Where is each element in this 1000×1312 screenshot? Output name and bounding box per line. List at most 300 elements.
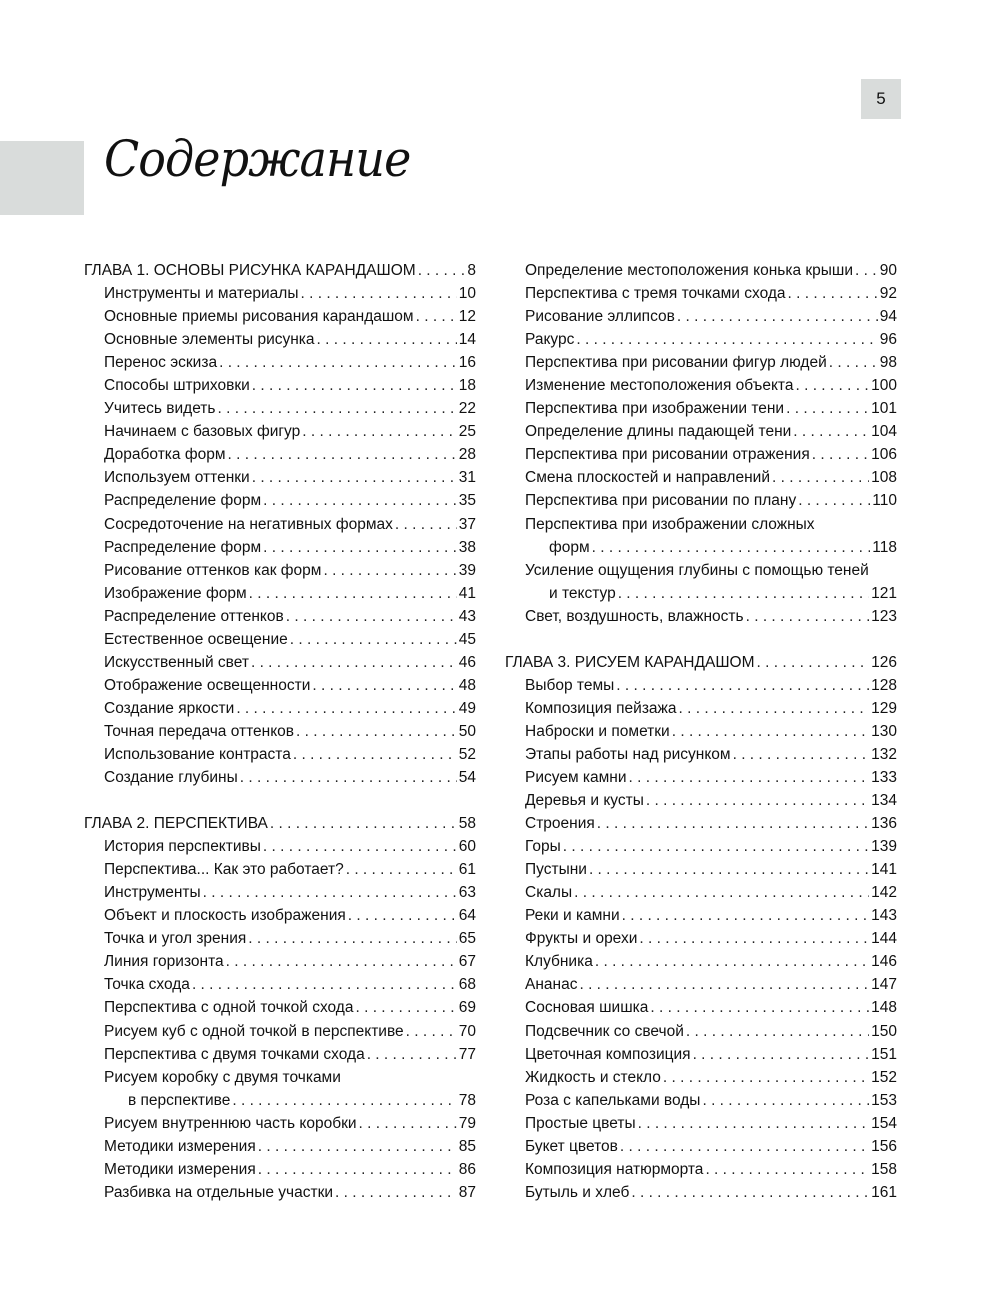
toc-entry[interactable] (505, 466, 897, 489)
toc-entry-title: Определение длины падающей тени (525, 423, 792, 441)
toc-entry-title: Рисуем камни (525, 768, 627, 786)
dot-leader (335, 1181, 457, 1204)
toc-entry[interactable] (505, 904, 897, 927)
toc-entry-title: Разбивка на отдельные участки (104, 1183, 334, 1201)
toc-page-number: 108 (871, 469, 897, 487)
toc-page-number: 64 (458, 907, 476, 925)
toc-entry[interactable] (505, 420, 897, 443)
dot-leader (663, 1066, 869, 1089)
toc-entry[interactable] (84, 835, 476, 858)
toc-entry[interactable] (84, 305, 476, 328)
toc-page-number: 92 (879, 285, 897, 303)
dot-leader (406, 1020, 457, 1043)
toc-entry-title: Перспектива... Как это работает? (104, 861, 344, 879)
toc-entry[interactable] (505, 351, 897, 374)
dot-leader (395, 513, 457, 536)
toc-page-number: 10 (458, 285, 476, 303)
toc-page-number: 143 (871, 907, 897, 925)
dot-leader (579, 973, 869, 996)
toc-entry[interactable] (84, 397, 476, 420)
toc-page-number: 142 (871, 884, 897, 902)
dot-leader (293, 743, 457, 766)
dot-leader (618, 582, 869, 605)
toc-entry-title: Сосредоточение на негативных формах (104, 515, 393, 533)
toc-page-number: 37 (458, 515, 476, 533)
toc-entry-title: ГЛАВА 1. ОСНОВЫ РИСУНКА КАРАНДАШОМ (84, 262, 416, 279)
toc-page-number: 151 (871, 1045, 897, 1063)
toc-entry[interactable] (84, 1135, 476, 1158)
dot-leader (359, 1112, 457, 1135)
toc-entry-title: Основные элементы рисунка (104, 331, 315, 349)
toc-entry[interactable] (505, 674, 897, 697)
toc-entry[interactable] (84, 513, 476, 536)
title-tab-decoration (0, 141, 84, 215)
toc-entry-title: Отображение освещенности (104, 676, 311, 694)
toc-entry-title: Начинаем с базовых фигур (104, 423, 301, 441)
toc-entry-title: Естественное освещение (104, 630, 288, 648)
toc-entry-title: Распределение форм (104, 538, 262, 556)
toc-page-number: 101 (871, 400, 897, 418)
toc-entry-title: Точка и угол зрения (104, 930, 247, 948)
toc-page-number: 8 (467, 262, 476, 279)
toc-page-number: 150 (871, 1022, 897, 1040)
dot-leader (296, 720, 457, 743)
toc-page-number: 148 (871, 999, 897, 1017)
toc-page-number: 98 (879, 354, 897, 372)
dot-leader (757, 651, 870, 674)
dot-leader (251, 651, 457, 674)
toc-entry[interactable] (84, 282, 476, 305)
dot-leader (620, 1135, 869, 1158)
page-title: Содержание (104, 130, 411, 188)
toc-page-number: 28 (458, 446, 476, 464)
dot-leader (746, 605, 870, 628)
toc-section (505, 259, 897, 628)
toc-entry-title: Инструменты (104, 884, 201, 902)
toc-entry-title: Фрукты и орехи (525, 930, 638, 948)
toc-entry[interactable] (84, 443, 476, 466)
toc-page-number: 136 (871, 815, 897, 833)
toc-entry-title: Рисование оттенков как форм (104, 561, 322, 579)
toc-page-number: 60 (458, 838, 476, 856)
toc-entry-title: Методики измерения (104, 1160, 256, 1178)
dot-leader (416, 305, 457, 328)
toc-entry[interactable] (505, 374, 897, 397)
dot-leader (355, 996, 456, 1019)
toc-entry[interactable] (84, 1043, 476, 1066)
toc-entry[interactable] (505, 743, 897, 766)
toc-page-number: 161 (871, 1183, 897, 1201)
dot-leader (240, 766, 457, 789)
toc-entry[interactable] (505, 881, 897, 904)
toc-entry-title: Создание яркости (104, 699, 235, 717)
dot-leader (589, 858, 869, 881)
toc-entry[interactable] (505, 697, 897, 720)
dot-leader (263, 536, 457, 559)
toc-entry-title: Клубника (525, 953, 593, 971)
dot-leader (219, 351, 457, 374)
dot-leader (270, 812, 457, 835)
toc-page-number: 31 (458, 469, 476, 487)
toc-entry[interactable] (505, 1043, 897, 1066)
toc-entry[interactable] (505, 605, 897, 628)
toc-entry-title: Смена плоскостей и направлений (525, 469, 770, 487)
toc-entry[interactable] (84, 1089, 476, 1112)
toc-entry-title: Сосновая шишка (525, 999, 649, 1017)
toc-entry-title: Перспектива с тремя точками схода (525, 285, 786, 303)
toc-page-number: 85 (458, 1137, 476, 1155)
dot-leader (203, 881, 457, 904)
dot-leader (639, 927, 869, 950)
toc-entry[interactable] (84, 697, 476, 720)
toc-page-number: 110 (872, 492, 897, 510)
dot-leader (346, 858, 457, 881)
toc-entry[interactable] (84, 743, 476, 766)
dot-leader (793, 420, 869, 443)
dot-leader (576, 328, 877, 351)
toc-entry[interactable] (84, 766, 476, 789)
dot-leader (798, 489, 870, 512)
toc-page-number: 12 (458, 308, 476, 326)
toc-page-number: 52 (458, 745, 476, 763)
dot-leader (418, 259, 466, 282)
toc-entry[interactable] (505, 973, 897, 996)
toc-entry-title[interactable]: Перспектива при изображении сложных (525, 515, 815, 533)
toc-page-number: 50 (458, 722, 476, 740)
toc-page-number: 67 (458, 953, 476, 971)
dot-leader (248, 927, 456, 950)
dot-leader (679, 697, 870, 720)
toc-entry-title: Перспектива при рисовании фигур людей (525, 354, 827, 372)
toc-page-number: 16 (458, 354, 476, 372)
toc-entry[interactable] (84, 973, 476, 996)
toc-page-number: 69 (458, 999, 476, 1017)
toc-entry-title: Деревья и кусты (525, 792, 644, 810)
toc-entry-title: Жидкость и стекло (525, 1068, 661, 1086)
toc-entry-title: и текстур (549, 584, 616, 602)
toc-page-number: 77 (458, 1045, 476, 1063)
dot-leader (302, 420, 457, 443)
toc-entry-title: Ракурс (525, 331, 575, 349)
toc-entry-title: Перспектива с одной точкой схода (104, 999, 354, 1017)
toc-entry-title: Перспектива с двумя точками схода (104, 1045, 365, 1063)
toc-entry-title: Изменение местоположения объекта (525, 377, 794, 395)
toc-entry[interactable] (505, 996, 897, 1019)
toc-entry-title: Линия горизонта (104, 953, 224, 971)
toc-page-number: 126 (871, 653, 897, 671)
toc-page-number: 152 (871, 1068, 897, 1086)
toc-page-number: 147 (871, 976, 897, 994)
dot-leader (236, 697, 456, 720)
toc-entry-title: Объект и плоскость изображения (104, 907, 346, 925)
dot-leader (258, 1135, 457, 1158)
toc-entry[interactable] (84, 858, 476, 881)
dot-leader (829, 351, 878, 374)
dot-leader (677, 305, 878, 328)
dot-leader (772, 466, 869, 489)
toc-entry-title: Способы штриховки (104, 377, 250, 395)
dot-leader (217, 397, 456, 420)
dot-leader (300, 282, 456, 305)
toc-entry[interactable] (505, 950, 897, 973)
toc-page-number: 86 (458, 1160, 476, 1178)
toc-page-number: 141 (871, 861, 897, 879)
toc-entry[interactable] (84, 420, 476, 443)
toc-entry[interactable] (505, 927, 897, 950)
toc-page-number: 123 (871, 607, 897, 625)
toc-entry-title: История перспективы (104, 838, 261, 856)
dot-leader (650, 996, 869, 1019)
toc-entry-title: Перспектива при изображении тени (525, 400, 785, 418)
dot-leader (597, 812, 869, 835)
dot-leader (323, 559, 456, 582)
toc-entry[interactable] (84, 996, 476, 1019)
toc-entry[interactable] (84, 489, 476, 512)
toc-entry-title: Перенос эскиза (104, 354, 218, 372)
toc-page-number: 118 (872, 538, 897, 556)
dot-leader (788, 282, 878, 305)
toc-section (84, 259, 476, 789)
toc-entry-title: Рисуем куб с одной точкой в перспективе (104, 1022, 404, 1040)
dot-leader (616, 674, 869, 697)
toc-page-number: 104 (871, 423, 897, 441)
dot-leader (812, 443, 869, 466)
toc-entry-title: в перспективе (128, 1091, 231, 1109)
toc-entry[interactable] (505, 259, 897, 282)
toc-entry[interactable] (84, 628, 476, 651)
toc-page-number: 121 (871, 584, 897, 602)
toc-entry-title: Роза с капельками воды (525, 1091, 701, 1109)
dot-leader (622, 904, 870, 927)
toc-section (84, 812, 476, 1204)
toc-entry-title[interactable]: Усиление ощущения глубины с помощью теней (525, 561, 869, 579)
toc-entry-title: Букет цветов (525, 1137, 618, 1155)
toc-entry[interactable] (505, 858, 897, 881)
toc-page-number: 45 (458, 630, 476, 648)
toc-entry-title: Методики измерения (104, 1137, 256, 1155)
dot-leader (795, 374, 869, 397)
toc-page-number: 70 (458, 1022, 476, 1040)
toc-entry[interactable] (84, 904, 476, 927)
toc-page-number: 100 (871, 377, 897, 395)
toc-entry[interactable] (505, 305, 897, 328)
toc-page-number: 153 (871, 1091, 897, 1109)
toc-page-number: 63 (458, 884, 476, 902)
toc-right-column (505, 259, 897, 1204)
toc-page-number: 58 (458, 815, 476, 833)
toc-page-number: 14 (458, 331, 476, 349)
toc-entry-title: Композиция натюрморта (525, 1160, 704, 1178)
toc-entry[interactable] (84, 1020, 476, 1043)
toc-entry-title: Распределение форм (104, 492, 262, 510)
dot-leader (228, 443, 457, 466)
toc-page-number: 134 (871, 792, 897, 810)
toc-entry[interactable] (505, 720, 897, 743)
dot-leader (192, 973, 457, 996)
toc-entry-title: Перспектива при рисовании отражения (525, 446, 810, 464)
toc-entry-title: Учитесь видеть (104, 400, 216, 418)
toc-entry[interactable] (505, 1020, 897, 1043)
toc-entry-title: Свет, воздушность, влажность (525, 607, 744, 625)
dot-leader (252, 374, 457, 397)
toc-page-number: 25 (458, 423, 476, 441)
toc-entry-title: Инструменты и материалы (104, 285, 299, 303)
toc-entry-title: Этапы работы над рисунком (525, 745, 731, 763)
toc-entry[interactable] (84, 536, 476, 559)
toc-entry-title: Перспектива при рисовании по плану (525, 492, 797, 510)
toc-page-number: 79 (458, 1114, 476, 1132)
toc-section (505, 651, 897, 1204)
dot-leader (286, 605, 457, 628)
dot-leader (252, 466, 457, 489)
toc-page-number: 96 (879, 331, 897, 349)
dot-leader (312, 674, 456, 697)
toc-entry-title: Рисуем внутреннюю часть коробки (104, 1114, 357, 1132)
toc-entry[interactable] (84, 559, 476, 582)
dot-leader (672, 720, 869, 743)
toc-chapter-heading[interactable] (84, 812, 476, 835)
toc-left-column (84, 259, 476, 1204)
toc-page-number: 38 (458, 538, 476, 556)
toc-entry[interactable] (505, 812, 897, 835)
dot-leader (263, 835, 457, 858)
toc-page-number: 35 (458, 492, 476, 510)
toc-entry[interactable] (505, 443, 897, 466)
toc-page-number: 61 (458, 861, 476, 879)
toc-page-number: 94 (879, 308, 897, 326)
toc-page-number: 46 (458, 653, 476, 671)
toc-entry[interactable] (84, 651, 476, 674)
toc-page-number: 154 (871, 1114, 897, 1132)
toc-entry[interactable] (84, 881, 476, 904)
dot-leader (631, 1181, 869, 1204)
dot-leader (367, 1043, 457, 1066)
toc-entry[interactable] (505, 1135, 897, 1158)
toc-entry[interactable] (505, 766, 897, 789)
toc-entry-title: Простые цветы (525, 1114, 636, 1132)
dot-leader (232, 1089, 456, 1112)
toc-chapter-heading[interactable] (505, 651, 897, 674)
toc-page-number: 39 (458, 561, 476, 579)
toc-entry[interactable] (505, 1158, 897, 1181)
toc-entry-title: Искусственный свет (104, 653, 249, 671)
toc-entry-title: Изображение форм (104, 584, 247, 602)
toc-entry-title: Подсвечник со свечой (525, 1022, 684, 1040)
toc-page-number: 54 (458, 769, 476, 787)
toc-entry[interactable] (84, 674, 476, 697)
page-number: 5 (861, 79, 901, 119)
toc-entry[interactable] (505, 1112, 897, 1135)
toc-entry-title: Определение местоположения конька крыши (525, 262, 854, 279)
toc-page-number: 133 (871, 768, 897, 786)
toc-entry[interactable] (505, 536, 897, 559)
toc-entry[interactable] (84, 927, 476, 950)
toc-page-number: 156 (871, 1137, 897, 1155)
toc-entry[interactable] (84, 351, 476, 374)
toc-entry-title[interactable]: Рисуем коробку с двумя точками (104, 1068, 341, 1086)
toc-entry-title: Использование контраста (104, 745, 291, 763)
toc-entry[interactable] (505, 582, 897, 605)
toc-entry-title: Бутыль и хлеб (525, 1183, 630, 1201)
toc-entry-title: Реки и камни (525, 907, 620, 925)
toc-page-number: 78 (458, 1091, 476, 1109)
toc-entry[interactable] (505, 1066, 897, 1089)
toc-page-number: 158 (871, 1160, 897, 1178)
dot-leader (646, 789, 869, 812)
dot-leader (290, 628, 457, 651)
dot-leader (638, 1112, 870, 1135)
toc-chapter-heading[interactable] (84, 259, 476, 282)
toc-entry-title: Пустыни (525, 861, 587, 879)
toc-entry-title: Доработка форм (104, 446, 226, 464)
dot-leader (595, 950, 869, 973)
toc-entry-title: Точная передача оттенков (104, 722, 295, 740)
toc-entry[interactable] (84, 328, 476, 351)
dot-leader (317, 328, 457, 351)
toc-entry[interactable] (505, 835, 897, 858)
toc-entry-title: Строения (525, 815, 595, 833)
toc-entry-title: Выбор темы (525, 676, 615, 694)
dot-leader (786, 397, 869, 420)
toc-page-number: 65 (458, 930, 476, 948)
toc-entry-title: Композиция пейзажа (525, 699, 677, 717)
dot-leader (693, 1043, 870, 1066)
toc-entry[interactable] (84, 720, 476, 743)
toc-entry[interactable] (505, 1089, 897, 1112)
toc-entry[interactable] (84, 1181, 476, 1204)
toc-entry[interactable] (84, 950, 476, 973)
toc-page-number: 87 (458, 1183, 476, 1201)
toc-entry[interactable] (505, 789, 897, 812)
dot-leader (258, 1158, 457, 1181)
toc-entry[interactable] (84, 1112, 476, 1135)
toc-entry[interactable] (84, 1158, 476, 1181)
toc-page-number: 18 (458, 377, 476, 395)
toc-page-number: 68 (458, 976, 476, 994)
toc-entry[interactable] (505, 328, 897, 351)
toc-page-number: 129 (871, 699, 897, 717)
toc-entry-title: ГЛАВА 2. ПЕРСПЕКТИВА (84, 815, 268, 833)
toc-entry-title: Горы (525, 838, 561, 856)
toc-entry-title: Цветочная композиция (525, 1045, 691, 1063)
toc-page-number: 132 (871, 745, 897, 763)
toc-entry-title: Распределение оттенков (104, 607, 284, 625)
toc-page-number: 41 (458, 584, 476, 602)
dot-leader (563, 835, 869, 858)
toc-entry[interactable] (84, 374, 476, 397)
dot-leader (574, 881, 869, 904)
toc-entry[interactable] (505, 1181, 897, 1204)
toc-entry-title: Создание глубины (104, 769, 238, 787)
toc-page-number: 146 (871, 953, 897, 971)
toc-entry[interactable] (505, 397, 897, 420)
toc-entry[interactable] (84, 582, 476, 605)
toc-entry-title: Основные приемы рисования карандашом (104, 308, 414, 326)
toc-page-number: 128 (871, 676, 897, 694)
toc-entry[interactable] (505, 489, 897, 512)
toc-entry[interactable] (505, 282, 897, 305)
toc-entry[interactable] (84, 466, 476, 489)
toc-entry-title: Рисование эллипсов (525, 308, 675, 326)
dot-leader (249, 582, 457, 605)
dot-leader (855, 259, 878, 282)
toc-entry[interactable] (84, 605, 476, 628)
toc-page-number: 144 (871, 930, 897, 948)
dot-leader (733, 743, 870, 766)
dot-leader (226, 950, 457, 973)
toc-page-number: 90 (879, 262, 897, 279)
dot-leader (705, 1158, 869, 1181)
